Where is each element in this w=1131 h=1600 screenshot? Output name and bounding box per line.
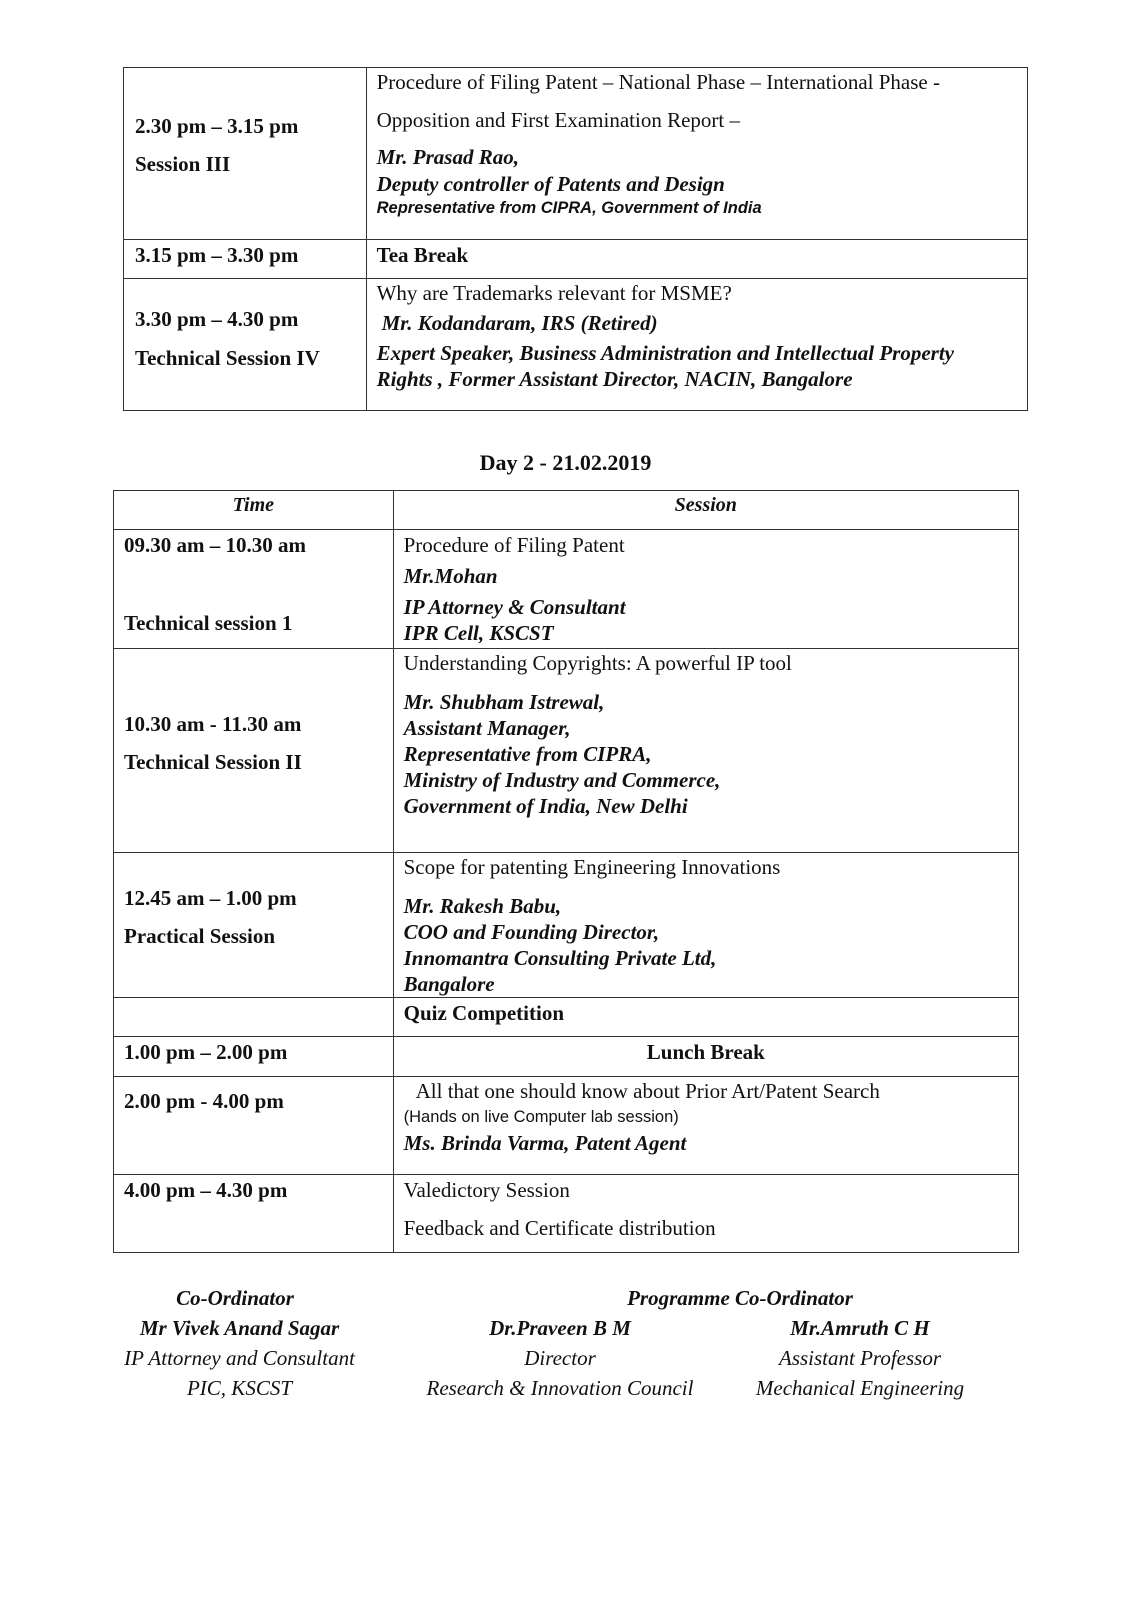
speaker-title: Assistant Manager,: [403, 716, 571, 740]
time-cell: [114, 1077, 394, 1175]
session-time: 2.00 pm - 4.00 pm: [124, 1089, 284, 1113]
session-cell: [366, 68, 1027, 240]
day1-schedule-table: [123, 67, 1028, 411]
time-cell: [124, 279, 367, 411]
session-label: Practical Session: [124, 924, 276, 948]
table-row: [114, 530, 1019, 649]
signatory-designation: IP Attorney and Consultant: [124, 1346, 355, 1370]
speaker-government: Government of India, New Delhi: [403, 794, 688, 818]
signatory-name: Mr Vivek Anand Sagar: [139, 1316, 340, 1340]
session-topic: Valedictory Session: [403, 1178, 570, 1202]
session-topic: All that one should know about Prior Art/Patent Search: [415, 1079, 880, 1103]
session-cell: [366, 240, 1027, 279]
session-time: 12.45 am – 1.00 pm: [124, 886, 297, 910]
speaker-name: Mr.Mohan: [403, 564, 498, 588]
session-cell: [366, 279, 1027, 411]
column-header-session: Session: [393, 491, 1018, 530]
coordinator-heading: Co-Ordinator: [176, 1286, 294, 1310]
session-cell: [393, 649, 1018, 853]
session-time: 2.30 pm – 3.15 pm: [135, 114, 299, 138]
table-header-row: [114, 491, 1019, 530]
speaker-title-continued: Rights , Former Assistant Director, NACIN, Bangalore: [376, 367, 853, 391]
table-row: [114, 1175, 1019, 1253]
day2-heading: Day 2 - 21.02.2019: [479, 450, 652, 475]
session-topic: Scope for patenting Engineering Innovations: [403, 855, 781, 879]
time-cell: [114, 649, 394, 853]
session-cell: [393, 853, 1018, 998]
speaker-name: Mr. Kodandaram, IRS (Retired): [381, 311, 658, 335]
session-label: Session III: [135, 152, 231, 176]
speaker-name: Mr. Prasad Rao,: [376, 145, 519, 169]
signatory-organization: PIC, KSCST: [186, 1376, 293, 1400]
session-cell: [393, 1077, 1018, 1175]
speaker-location: Bangalore: [403, 972, 495, 996]
time-cell: [124, 240, 367, 279]
signatory-organization: Research & Innovation Council: [426, 1376, 694, 1400]
session-topic: Why are Trademarks relevant for MSME?: [376, 281, 732, 305]
speaker-title: IP Attorney & Consultant: [403, 595, 626, 619]
speaker-name: Mr. Shubham Istrewal,: [403, 690, 605, 714]
speaker-organization: Representative from CIPRA,: [403, 742, 652, 766]
session-label: Technical session 1: [124, 611, 293, 635]
session-topic-continued: Opposition and First Examination Report –: [376, 108, 740, 132]
session-note: (Hands on live Computer lab session): [403, 1108, 679, 1126]
session-label: Technical Session II: [124, 750, 302, 774]
signatory-designation: Assistant Professor: [779, 1346, 941, 1370]
speaker-title: Expert Speaker, Business Administration and Intellectual Property: [376, 341, 954, 365]
session-topic: Procedure of Filing Patent: [403, 533, 625, 557]
session-time: 3.15 pm – 3.30 pm: [135, 243, 299, 267]
signatory-name: Mr.Amruth C H: [790, 1316, 930, 1340]
session-cell: [393, 1037, 1018, 1077]
lunch-break-label: Lunch Break: [646, 1040, 765, 1064]
programme-coordinator-heading: Programme Co-Ordinator: [627, 1286, 853, 1310]
session-time: 4.00 pm – 4.30 pm: [124, 1178, 288, 1202]
table-row: [124, 68, 1028, 240]
time-cell: [114, 1175, 394, 1253]
table-row: [124, 240, 1028, 279]
table-row: [114, 998, 1019, 1037]
speaker-name: Ms. Brinda Varma, Patent Agent: [403, 1131, 687, 1155]
session-topic: Procedure of Filing Patent – National Phase – International Phase -: [376, 70, 940, 94]
quiz-competition-label: Quiz Competition: [403, 1001, 565, 1025]
session-cell: [393, 998, 1018, 1037]
speaker-organization: Representative from CIPRA, Government of India: [376, 199, 762, 217]
session-time: 3.30 pm – 4.30 pm: [135, 307, 299, 331]
signatory-organization: Mechanical Engineering: [755, 1376, 965, 1400]
session-label: Technical Session IV: [135, 346, 320, 370]
session-cell: [393, 530, 1018, 649]
time-cell: [114, 853, 394, 998]
speaker-organization: Innomantra Consulting Private Ltd,: [403, 946, 717, 970]
session-time: 09.30 am – 10.30 am: [124, 533, 306, 557]
signature-block: [112, 1316, 367, 1401]
speaker-organization: IPR Cell, KSCST: [403, 621, 554, 645]
column-header-time: Time: [114, 491, 394, 530]
speaker-name: Mr. Rakesh Babu,: [403, 894, 562, 918]
signature-block: [410, 1316, 710, 1401]
time-cell: [114, 998, 394, 1037]
table-row: [114, 853, 1019, 998]
day2-schedule-table: [113, 490, 1019, 1253]
tea-break-label: Tea Break: [376, 243, 469, 267]
session-topic: Understanding Copyrights: A powerful IP tool: [403, 651, 792, 675]
session-time: 10.30 am - 11.30 am: [124, 712, 302, 736]
speaker-ministry: Ministry of Industry and Commerce,: [403, 768, 721, 792]
time-cell: [124, 68, 367, 240]
signatory-name: Dr.Praveen B M: [489, 1316, 631, 1340]
table-row: [124, 279, 1028, 411]
table-row: [114, 1077, 1019, 1175]
session-time: 1.00 pm – 2.00 pm: [124, 1040, 288, 1064]
time-cell: [114, 1037, 394, 1077]
time-cell: [114, 530, 394, 649]
table-row: [114, 1037, 1019, 1077]
session-cell: [393, 1175, 1018, 1253]
speaker-title: COO and Founding Director,: [403, 920, 660, 944]
signature-block: [735, 1316, 985, 1401]
speaker-title: Deputy controller of Patents and Design: [376, 172, 725, 196]
table-row: [114, 649, 1019, 853]
session-topic-continued: Feedback and Certificate distribution: [403, 1216, 716, 1240]
signatory-designation: Director: [524, 1346, 596, 1370]
